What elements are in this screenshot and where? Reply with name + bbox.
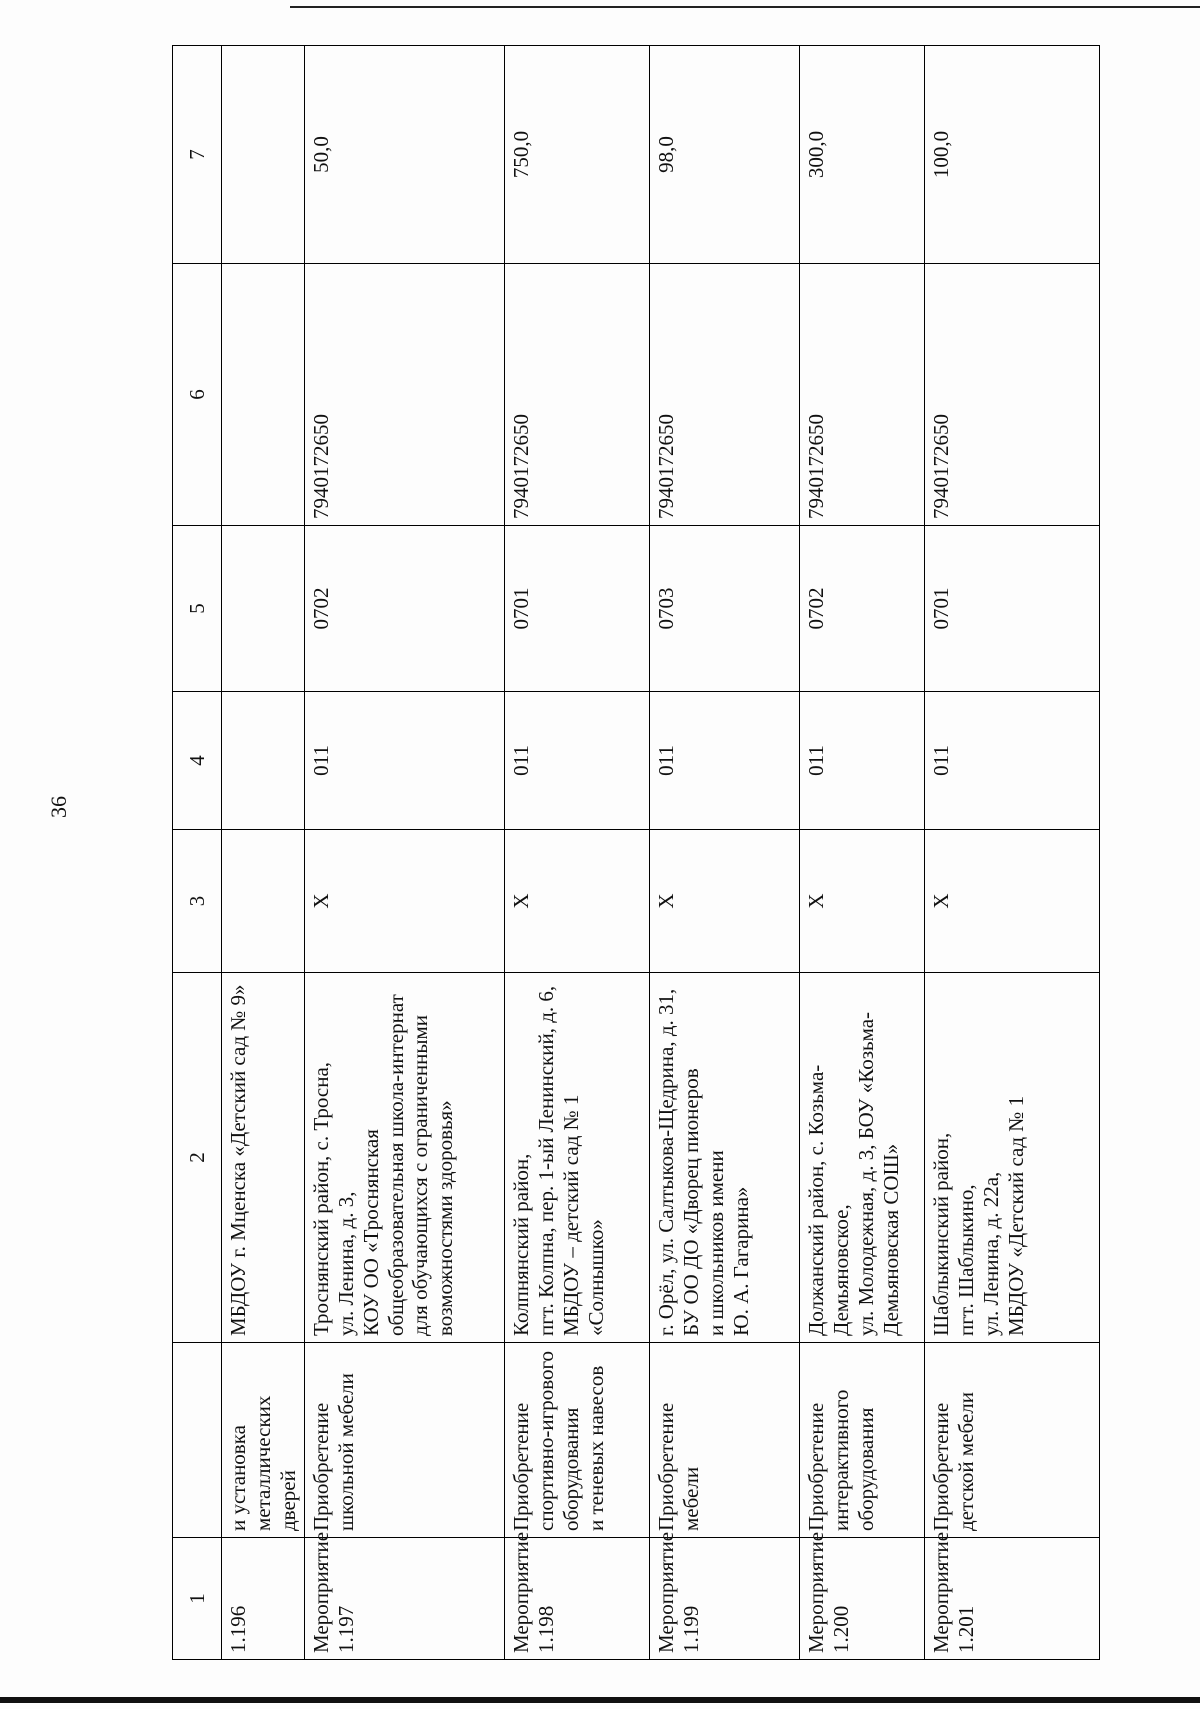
event-description: Приобретение школьной мебели xyxy=(305,1343,505,1538)
table-row xyxy=(222,46,305,1660)
cell-col7: 750,0 xyxy=(505,46,650,264)
header-row xyxy=(173,46,222,1660)
event-id: Мероприятие 1.199 xyxy=(650,1538,800,1660)
cell-col3: Х xyxy=(925,830,1100,973)
event-location: Шаблыкинский район, пгт. Шаблыкино, ул. Ленина, д. 22а, МБДОУ «Детский сад № 1 xyxy=(925,973,1100,1343)
cell-col4: 011 xyxy=(800,692,925,830)
event-description: Приобретение спортивно-игрового оборудования и теневых навесов xyxy=(505,1343,650,1538)
event-description: и установка металлических дверей xyxy=(222,1343,305,1538)
rotated-table-wrapper xyxy=(172,46,1100,1660)
header-cell-2: 2 xyxy=(173,973,222,1343)
table-row xyxy=(925,46,1100,1660)
cell-col6: 7940172650 xyxy=(925,264,1100,526)
bottom-rule xyxy=(0,1697,1200,1703)
table-row xyxy=(800,46,925,1660)
cell-col4: 011 xyxy=(505,692,650,830)
cell-col5 xyxy=(222,526,305,692)
event-description: Приобретение интерактивного оборудования xyxy=(800,1343,925,1538)
cell-col3: Х xyxy=(650,830,800,973)
cell-col6 xyxy=(222,264,305,526)
event-id: Мероприятие 1.201 xyxy=(925,1538,1100,1660)
cell-col5: 0701 xyxy=(505,526,650,692)
table-row xyxy=(650,46,800,1660)
header-cell-6: 6 xyxy=(173,264,222,526)
cell-col6: 7940172650 xyxy=(650,264,800,526)
header-cell-1b xyxy=(173,1343,222,1538)
event-id: Мероприятие 1.198 xyxy=(505,1538,650,1660)
cell-col7: 100,0 xyxy=(925,46,1100,264)
top-rule xyxy=(290,6,1200,8)
cell-col6: 7940172650 xyxy=(800,264,925,526)
event-location: МБДОУ г. Мценска «Детский сад № 9» xyxy=(222,973,305,1343)
cell-col4: 011 xyxy=(305,692,505,830)
event-location: Троснянский район, с. Тросна, ул. Ленина, д. 3, КОУ ОО «Троснянская общеобразовательная школа-интернат для обучающихся с ограниченными возможностями здоровья» xyxy=(305,973,505,1343)
cell-col6: 7940172650 xyxy=(305,264,505,526)
event-description: Приобретение детской мебели xyxy=(925,1343,1100,1538)
page-number: 36 xyxy=(46,796,71,818)
header-cell-1: 1 xyxy=(173,1538,222,1660)
cell-col3: Х xyxy=(305,830,505,973)
cell-col5: 0703 xyxy=(650,526,800,692)
cell-col4: 011 xyxy=(925,692,1100,830)
program-events-table xyxy=(172,45,1100,1660)
header-cell-5: 5 xyxy=(173,526,222,692)
cell-col6: 7940172650 xyxy=(505,264,650,526)
event-location: Колпнянский район, пгт. Колпна, пер. 1-ый Ленинский, д. 6, МБДОУ – детский сад № 1 «Солнышко» xyxy=(505,973,650,1343)
event-location: г. Орёл, ул. Салтыкова-Щедрина, д. 31, БУ ОО ДО «Дворец пионеров и школьников имени Ю. А. Гагарина» xyxy=(650,973,800,1343)
header-cell-3: 3 xyxy=(173,830,222,973)
cell-col5: 0702 xyxy=(800,526,925,692)
cell-col7: 98,0 xyxy=(650,46,800,264)
cell-col5: 0702 xyxy=(305,526,505,692)
event-location: Должанский район, с. Козьма-Демьяновское, ул. Молодежная, д. 3, БОУ «Козьма-Демьяновская СОШ» xyxy=(800,973,925,1343)
event-id: 1.196 xyxy=(222,1538,305,1660)
cell-col3: Х xyxy=(505,830,650,973)
cell-col4: 011 xyxy=(650,692,800,830)
cell-col7: 50,0 xyxy=(305,46,505,264)
header-cell-4: 4 xyxy=(173,692,222,830)
cell-col7 xyxy=(222,46,305,264)
table-row xyxy=(305,46,505,1660)
event-id: Мероприятие 1.200 xyxy=(800,1538,925,1660)
header-cell-7: 7 xyxy=(173,46,222,264)
cell-col7: 300,0 xyxy=(800,46,925,264)
cell-col3 xyxy=(222,830,305,973)
cell-col4 xyxy=(222,692,305,830)
cell-col3: Х xyxy=(800,830,925,973)
event-description: Приобретение мебели xyxy=(650,1343,800,1538)
table-row xyxy=(505,46,650,1660)
event-id: Мероприятие 1.197 xyxy=(305,1538,505,1660)
cell-col5: 0701 xyxy=(925,526,1100,692)
